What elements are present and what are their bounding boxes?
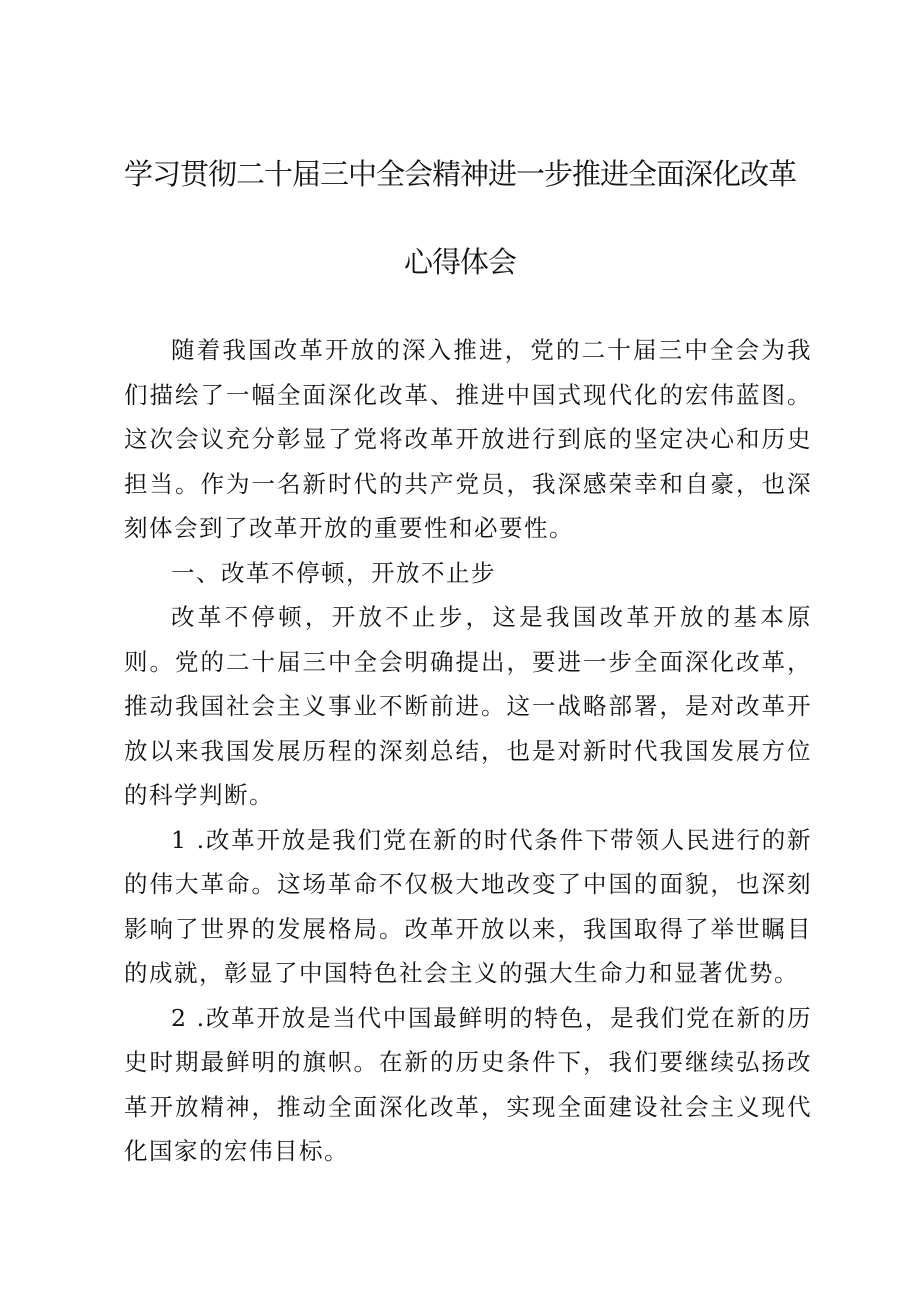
paragraph-intro: 随着我国改革开放的深入推进，党的二十届三中全会为我们描绘了一幅全面深化改革、推进中国式现代化的宏伟蓝图。这次会议充分彰显了党将改革开放进行到底的坚定决心和历史担当。作为一名新时代的共产党员，我深感荣幸和自豪，也深刻体会到了改革开放的重要性和必要性。 bbox=[124, 336, 812, 542]
document-title-line-2: 心得体会 bbox=[403, 245, 516, 279]
paragraph-point-1: 1 .改革开放是我们党在新的时代条件下带领人民进行的新的伟大革命。这场革命不仅极大地改变了中国的面貌，也深刻影响了世界的发展格局。改革开放以来，我国取得了举世瞩目的成就，彰显了中国特色社会主义的强大生命力和显著优势。 bbox=[124, 825, 812, 987]
document-title-line-1: 学习贯彻二十届三中全会精神进一步推进全面深化改革 bbox=[123, 157, 796, 191]
section-heading-1: 一、改革不停顿，开放不止步 bbox=[171, 558, 496, 587]
paragraph-point-2: 2 .改革开放是当代中国最鲜明的特色，是我们党在新的历史时期最鲜明的旗帜。在新的历史条件下，我们要继续弘扬改革开放精神，推动全面深化改革，实现全面建设社会主义现代化国家的宏伟目标。 bbox=[124, 1003, 812, 1165]
paragraph-section-1: 改革不停顿，开放不止步，这是我国改革开放的基本原则。党的二十届三中全会明确提出，要进一步全面深化改革，推动我国社会主义事业不断前进。这一战略部署，是对改革开放以来我国发展历程的深刻总结，也是对新时代我国发展方位的科学判断。 bbox=[124, 603, 812, 809]
document-body bbox=[124, 328, 812, 1174]
